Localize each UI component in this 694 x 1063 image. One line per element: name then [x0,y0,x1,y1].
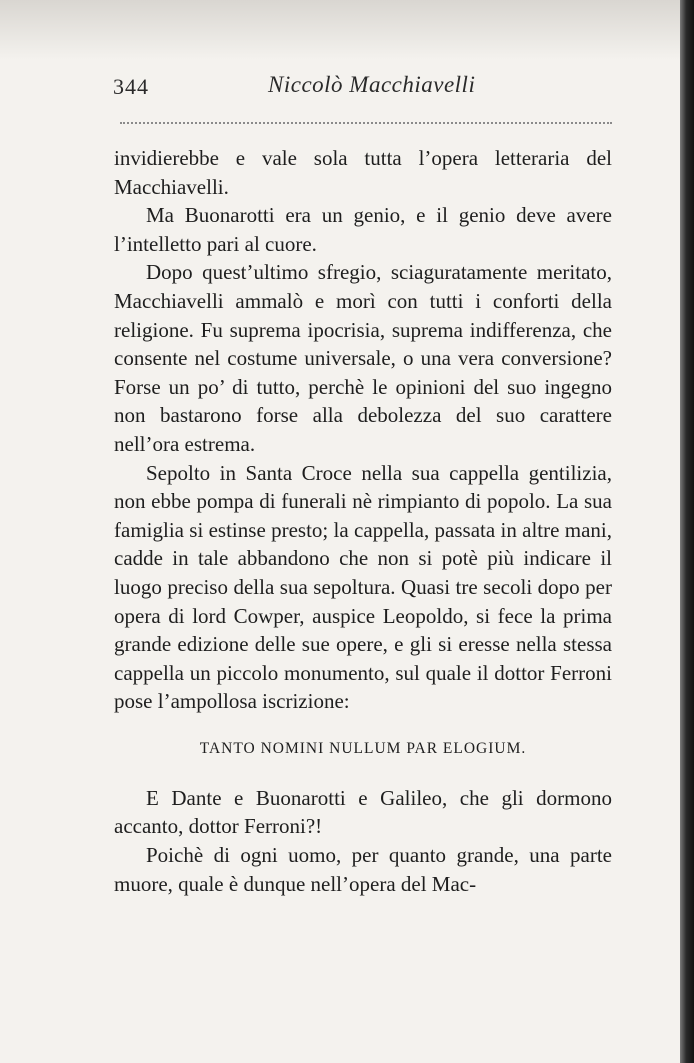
book-spine-edge [680,0,694,1063]
page-number: 344 [113,74,149,99]
inscription: TANTO NOMINI NULLUM PAR ELOGIUM. [199,739,527,757]
paragraph-continuation: invidierebbe e vale sola tutta l’opera letteraria del Macchiavelli. [114,146,612,199]
paragraph: E Dante e Buonarotti e Galileo, che gli dormono accanto, dottor Ferroni?! [114,785,612,839]
page-header [0,0,694,130]
body-text [114,144,612,898]
paragraph: Sepolto in Santa Croce nella sua cappella gentilizia, non ebbe pompa di funerali nè rimpianto di popolo. La sua famiglia si estinse presto; la cappella, passata in altre mani, cadde in tale abbandono che non si potè più indicare il luogo preciso della sua sepoltura. Quasi tre secoli dopo per opera di lord Cowper, auspice Leopoldo, si fece la prima grande edizione delle sue opere, e gli si eresse nella stessa cappella un piccolo monumento, sul quale il dottor Ferroni pose l’ampollosa iscrizione: [114,460,612,714]
running-title: Niccolò Macchiavelli [268,72,476,97]
paragraph: Ma Buonarotti era un genio, e il genio deve avere l’intelletto pari al cuore. [114,203,612,256]
paragraph: Dopo quest’ultimo sfregio, sciaguratamente meritato, Macchiavelli ammalò e morì con tutti i conforti della religione. Fu suprema ipocrisia, suprema indifferenza, che consente nel costume universale, o una vera conversione? Forse un po’ di tutto, perchè le opinioni del suo ingegno non bastarono forse alla debolezza del suo carattere nell’ora estrema. [114,260,612,456]
header-dotted-rule [120,122,612,124]
paragraph: Poichè di ogni uomo, per quanto grande, una parte muore, quale è dunque nell’opera del Mac- [114,843,612,896]
